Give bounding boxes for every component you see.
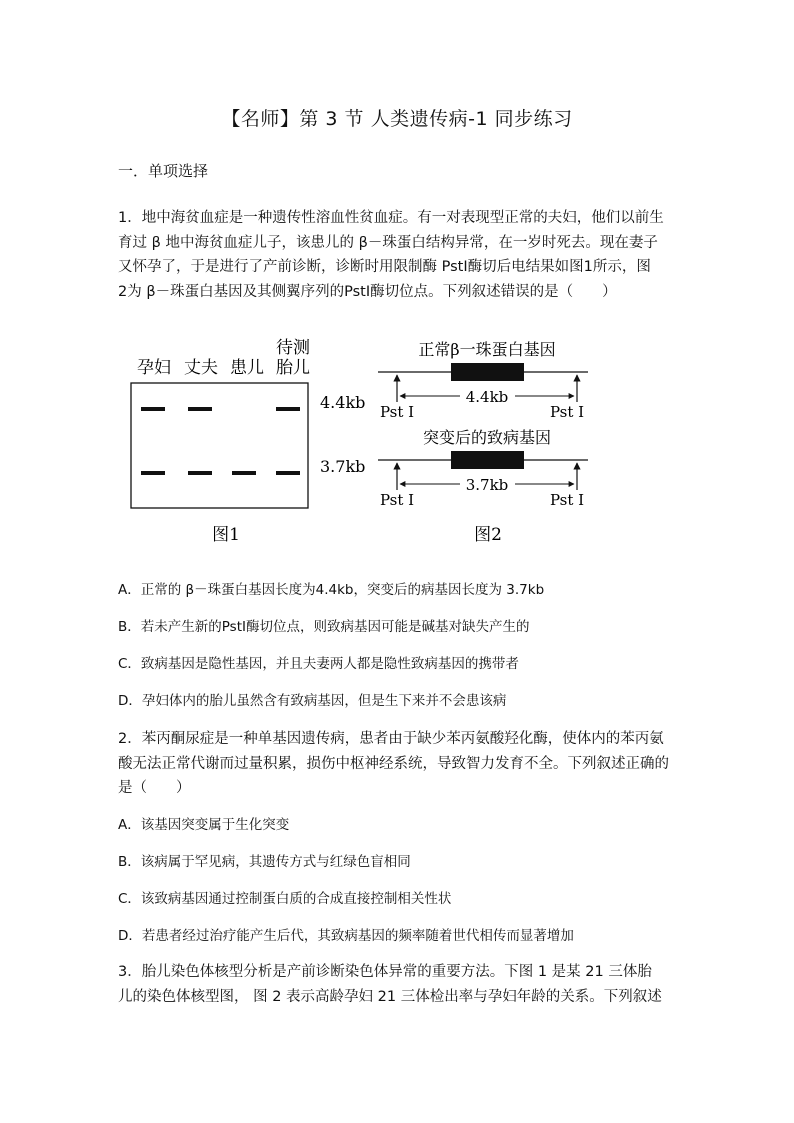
band-label-4.4kb: 4.4kb: [320, 393, 366, 412]
section-heading: 一．单项选择: [118, 162, 209, 180]
figure-1: [118, 330, 368, 550]
question-1-stem: [118, 206, 678, 304]
lane-label-patient: 患儿: [230, 358, 264, 378]
lane-label-pregnant: 孕妇: [137, 358, 171, 378]
mutant-site-right-label: Pst I: [549, 491, 585, 509]
figure-2: [370, 330, 600, 550]
q1-option-c: C．致病基因是隐性基因，并且夫妻两人都是隐性致病基因的携带者: [118, 656, 519, 672]
q1-option-d: D．孕妇体内的胎儿虽然含有致病基因，但是生下来并不会患该病: [118, 693, 507, 709]
electrophoresis-diagram: [118, 330, 368, 550]
page-title: 【名师】第 3 节 人类遗传病-1 同步练习: [221, 108, 573, 130]
q2-option-c: C．该致病基因通过控制蛋白质的合成直接控制相关性状: [118, 891, 452, 907]
q1-stem-line: 又怀孕了，于是进行了产前诊断，诊断时用限制酶 PstⅠ酶切后电结果如图1所示，图: [118, 259, 651, 275]
q2-option-d: D．若患者经过治疗能产生后代，其致病基因的频率随着世代相传而显著增加: [118, 928, 574, 944]
q3-stem-line: 3．胎儿染色体核型分析是产前诊断染色体异常的重要方法。下图 1 是某 21 三体胎: [118, 964, 652, 980]
q2-stem-line: 是（ ）: [118, 780, 191, 796]
gene-map-diagram: [370, 330, 600, 550]
q1-stem-line: 2为 β－珠蛋白基因及其侧翼序列的PstⅠ酶切位点。下列叙述错误的是（ ）: [118, 283, 617, 300]
q2-option-a: A．该基因突变属于生化突变: [118, 817, 290, 833]
normal-gene-title: 正常β一珠蛋白基因: [418, 340, 556, 359]
q2-stem-line: 2．苯丙酮尿症是一种单基因遗传病，患者由于缺少苯丙氨酸羟化酶，使体内的苯丙氨: [118, 731, 664, 747]
q1-option-b: B．若未产生新的PstⅠ酶切位点，则致病基因可能是碱基对缺失产生的: [118, 619, 530, 635]
mutant-site-left-label: Pst I: [379, 491, 415, 509]
normal-gene-block: [451, 363, 524, 381]
figure-2-caption: 图2: [474, 525, 502, 545]
normal-site-right-label: Pst I: [549, 403, 585, 421]
normal-site-left-label: Pst I: [379, 403, 415, 421]
lane-label-test: 待测: [276, 338, 310, 358]
question-3-stem: [118, 960, 678, 1009]
q1-option-a: A．正常的 β－珠蛋白基因长度为4.4kb，突变后的病基因长度为 3.7kb: [118, 582, 545, 598]
mutant-gene-block: [451, 451, 524, 469]
normal-length-label: 4.4kb: [465, 388, 509, 406]
mutant-length-label: 3.7kb: [465, 476, 509, 494]
q3-stem-line: 儿的染色体核型图， 图 2 表示高龄孕妇 21 三体检出率与孕妇年龄的关系。下列叙述: [118, 988, 662, 1005]
question-2-stem: [118, 727, 678, 801]
q1-stem-line: 1．地中海贫血症是一种遗传性溶血性贫血症。有一对表现型正常的夫妇，他们以前生: [118, 210, 664, 226]
q2-stem-line: 酸无法正常代谢而过量积累，损伤中枢神经系统，导致智力发育不全。下列叙述正确的: [118, 755, 669, 772]
q2-option-b: B．该病属于罕见病，其遗传方式与红绿色盲相同: [118, 854, 411, 870]
lane-label-fetus: 胎儿: [276, 358, 310, 378]
lane-label-husband: 丈夫: [184, 358, 218, 378]
band-label-3.7kb: 3.7kb: [320, 457, 366, 476]
figure-1-caption: 图1: [212, 525, 240, 545]
gel-frame: [131, 383, 308, 508]
q1-stem-line: 育过 β 地中海贫血症儿子，该患儿的 β－珠蛋白结构异常，在一岁时死去。现在妻子: [118, 234, 658, 251]
mutant-gene-title: 突变后的致病基因: [422, 428, 552, 447]
